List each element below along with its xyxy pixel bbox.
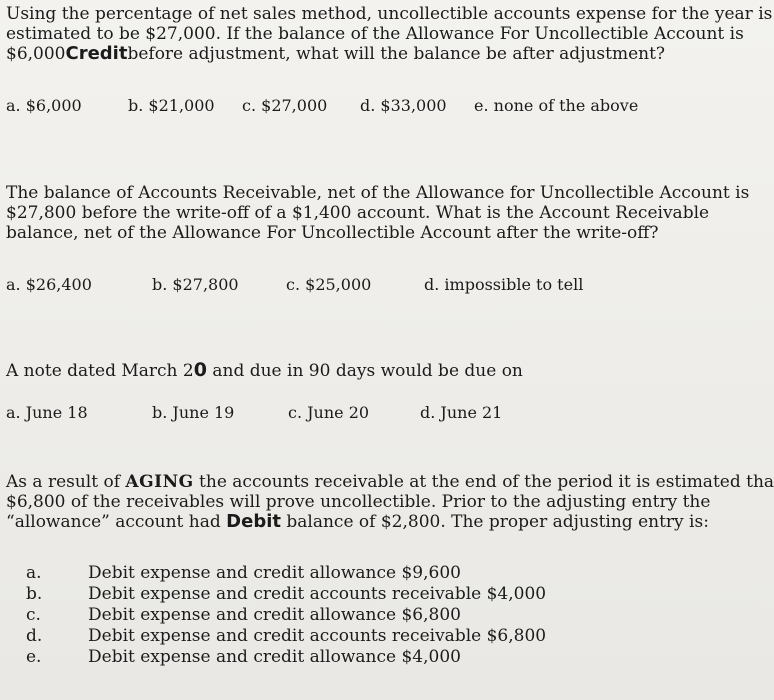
q4-aging-emphasis: AGING <box>125 472 194 492</box>
q4-option-b-letter: b. <box>26 584 43 604</box>
q1-option-b[interactable]: b. $21,000 <box>128 96 215 115</box>
q1-credit-emphasis: Credit <box>65 43 128 64</box>
q4-option-a-letter: a. <box>26 563 42 583</box>
q4-line-2: $6,800 of the receivables will prove uncollectible. Prior to the adjusting entry the <box>6 492 711 512</box>
q4-option-c-text: Debit expense and credit allowance $6,800 <box>88 605 461 625</box>
question-4 <box>6 472 774 532</box>
q4-option-d-text: Debit expense and credit accounts receivable $6,800 <box>88 626 547 646</box>
q4-option-d-letter: d. <box>26 626 43 646</box>
q1-line-2: estimated to be $27,000. If the balance of the Allowance For Uncollectible Account is <box>6 24 744 44</box>
q4-option-e-text: Debit expense and credit allowance $4,000 <box>88 647 461 667</box>
q3-option-b[interactable]: b. June 19 <box>152 403 235 422</box>
q1-line-3-end: before adjustment, what will the balance be after adjustment? <box>127 44 666 64</box>
q1-line-3-start: $6,000 <box>6 44 66 64</box>
q1-option-c[interactable]: c. $27,000 <box>242 96 328 115</box>
q2-option-c[interactable]: c. $25,000 <box>286 275 372 294</box>
q4-line-1-start: As a result of <box>6 472 126 492</box>
q4-line-3 <box>6 511 709 532</box>
question-2 <box>6 183 750 243</box>
q3-option-a[interactable]: a. June 18 <box>6 403 88 422</box>
q2-line-3: balance, net of the Allowance For Uncollectible Account after the write-off? <box>6 223 659 243</box>
q2-option-b[interactable]: b. $27,800 <box>152 275 239 294</box>
q1-option-d[interactable]: d. $33,000 <box>360 96 447 115</box>
q2-options <box>6 275 686 297</box>
q4-option-b-text: Debit expense and credit accounts receivable $4,000 <box>88 584 547 604</box>
q3-options <box>6 403 686 425</box>
q2-option-d[interactable]: d. impossible to tell <box>424 275 584 294</box>
q4-line-1 <box>6 472 774 492</box>
q4-debit-emphasis: Debit <box>226 511 281 532</box>
q4-option-c-letter: c. <box>26 605 41 625</box>
q3-line-1 <box>6 360 686 381</box>
q3-option-d[interactable]: d. June 21 <box>420 403 503 422</box>
q3-text-start: A note dated March 2 <box>6 361 194 381</box>
q1-line-1: Using the percentage of net sales method, uncollectible accounts expense for the year is <box>6 4 773 24</box>
q4-option-a-text: Debit expense and credit allowance $9,600 <box>88 563 461 583</box>
q1-options <box>6 96 686 118</box>
q3-bold-digit: 0 <box>193 359 207 381</box>
q1-line-3 <box>6 44 686 64</box>
q1-option-a[interactable]: a. $6,000 <box>6 96 82 115</box>
q1-option-e[interactable]: e. none of the above <box>474 96 639 115</box>
q3-text-end: and due in 90 days would be due on <box>206 361 523 381</box>
q4-option-e-letter: e. <box>26 647 42 667</box>
question-3 <box>6 360 686 381</box>
q4-line-3-end: balance of $2,800. The proper adjusting entry is: <box>280 512 709 532</box>
q3-option-c[interactable]: c. June 20 <box>288 403 370 422</box>
q2-line-2: $27,800 before the write-off of a $1,400 account. What is the Account Receivable <box>6 203 710 223</box>
q2-line-1: The balance of Accounts Receivable, net of the Allowance for Uncollectible Account is <box>6 183 750 203</box>
q4-line-3-start: “allowance” account had <box>6 512 227 532</box>
question-1 <box>6 4 773 64</box>
q2-option-a[interactable]: a. $26,400 <box>6 275 92 294</box>
q4-line-1-end: the accounts receivable at the end of the period it is estimated tha <box>193 472 774 492</box>
